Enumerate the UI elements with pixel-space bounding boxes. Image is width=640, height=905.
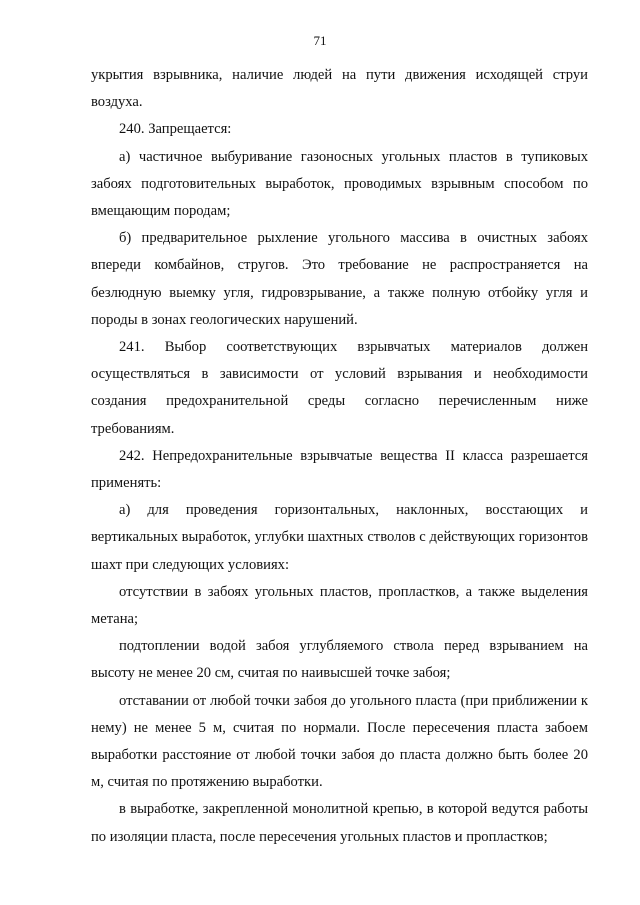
paragraph-240-a: а) частичное выбуривание газоносных угольных пластов в тупиковых забоях подготовительных выработок, проводимых взрывным способом по вмещающим породам; bbox=[91, 148, 588, 220]
condition-no-coal-seams: отсутствии в забоях угольных пластов, пропластков, а также выделения метана; bbox=[91, 583, 588, 628]
paragraph-continuation: укрытия взрывника, наличие людей на пути движения исходящей струи воздуха. bbox=[91, 67, 588, 111]
condition-distance: отставании от любой точки забоя до угольного пласта (при приближении к нему) не менее 5 м, считая по нормали. После пересечения пласта забоем выработки расстояние от любой точки забоя до пласта должно быть более 20 м, считая по протяжению выработки. bbox=[91, 692, 588, 791]
paragraph-242-a: а) для проведения горизонтальных, наклонных, восстающих и вертикальных выработок, углубки шахтных стволов с действующих горизонтов шахт при следующих условиях: bbox=[91, 502, 588, 573]
condition-monolithic-lining: в выработке, закрепленной монолитной крепью, в которой ведутся работы по изоляции пласта, после пересечения угольных пластов и пропластков; bbox=[91, 801, 588, 845]
condition-flooding: подтоплении водой забоя углубляемого ствола перед взрыванием на высоту не менее 20 см, считая по наивысшей точке забоя; bbox=[91, 638, 588, 682]
paragraph-240-b: б) предварительное рыхление угольного массива в очистных забоях впереди комбайнов, стругов. Это требование не распространяется на безлюдную выемку угля, гидровзрывание, а также полную отбойку угля и породы в зонах геологических нарушений. bbox=[91, 230, 588, 328]
paragraph-242: 242. Непредохранительные взрывчатые вещества II класса разрешается применять: bbox=[91, 447, 588, 492]
document-body bbox=[91, 62, 588, 851]
paragraph-241: 241. Выбор соответствующих взрывчатых материалов должен осуществляться в зависимости от условий взрывания и необходимости создания предохранительной среды согласно перечисленным ниже требованиям. bbox=[91, 339, 588, 437]
paragraph-240: 240. Запрещается: bbox=[119, 121, 232, 138]
page-number: 71 bbox=[313, 33, 327, 48]
